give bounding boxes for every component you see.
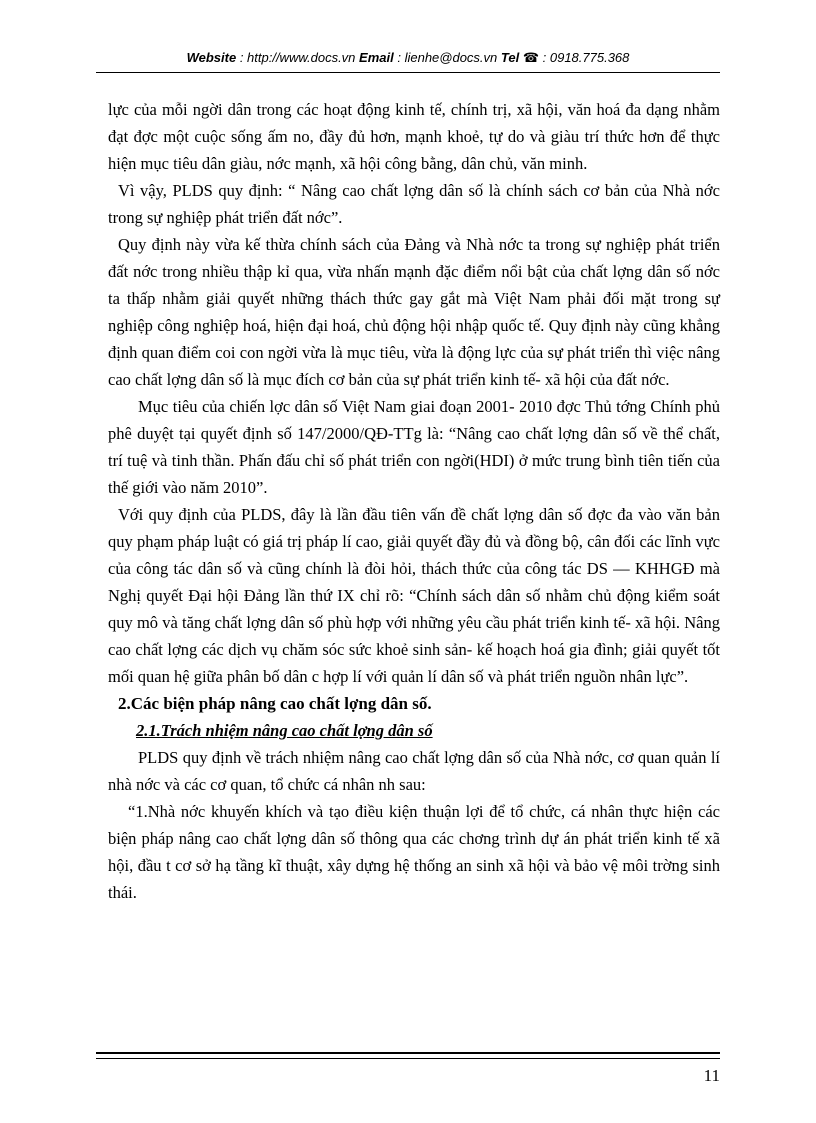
footer-divider: [96, 1052, 720, 1059]
tel-label: Tel: [500, 50, 520, 65]
paragraph-4: Mục tiêu của chiến lợc dân số Việt Nam giai đoạn 2001- 2010 đợc Thủ tớng Chính phủ phê duyệt tại quyết định số 147/2000/QĐ-TTg là: “Nâng cao chất lợng dân số về thể chất, trí tuệ và tinh thần. Phấn đấu chỉ số phát triển con ngời(HDI) ở mức trung bình tiên tiến của thế giới vào năm 2010”.: [108, 397, 720, 497]
email-label: Email: [359, 50, 394, 65]
subsection-heading-2-1: 2.1.Trách nhiệm nâng cao chất lợng dân số: [136, 721, 433, 740]
paragraph-7: “1.Nhà nớc khuyến khích và tạo điều kiện thuận lợi để tổ chức, cá nhân thực hiện các biện pháp nâng cao chất lợng dân số thông qua các chơng trình dự án phát triển kinh tế xã hội, đầu t cơ sở hạ tầng kĩ thuật, xây dựng hệ thống an sinh xã hội và bảo vệ môi trờng sinh thái.: [108, 802, 720, 902]
page-header: [96, 50, 720, 66]
website-value: : http://www.docs.vn: [239, 50, 356, 65]
tel-value: ☎ : 0918.775.368: [522, 50, 630, 65]
email-value: : lienhe@docs.vn: [397, 50, 498, 65]
paragraph-1: lực của mỗi ngời dân trong các hoạt động kinh tế, chính trị, xã hội, văn hoá đa dạng nhằm đạt đợc một cuộc sống ấm no, đầy đủ hơn, mạnh khoẻ, tự do và giàu trí thức hơn để thực hiện mục tiêu dân giàu, nớc mạnh, xã hội công bằng, dân chủ, văn minh.: [108, 100, 720, 173]
section-heading-2: 2.Các biện pháp nâng cao chất lợng dân số.: [118, 694, 432, 713]
paragraph-5: Với quy định của PLDS, đây là lần đầu tiên vấn đề chất lợng dân số đợc đa vào văn bản quy phạm pháp luật có giá trị pháp lí cao, giải quyết đầy đủ và đồng bộ, cân đối các lĩnh vực của công tác dân số và cũng chính là đòi hỏi, thách thức của công tác DS — KHHGĐ mà Nghị quyết Đại hội Đảng lần thứ IX chỉ rõ: “Chính sách dân số nhằm chủ động kiểm soát quy mô và tăng chất lợng dân số phù hợp với những yêu cầu phát triển kinh tế- xã hội. Nâng cao chất lợng các dịch vụ chăm sóc sức khoẻ sinh sản- kế hoạch hoá gia đình; giải quyết tốt mối quan hệ giữa phân bố dân c hợp lí với quản lí dân số và phát triển nguồn nhân lực”.: [108, 505, 720, 686]
paragraph-6: PLDS quy định về trách nhiệm nâng cao chất lợng dân số của Nhà nớc, cơ quan quản lí nhà nớc và các cơ quan, tổ chức cá nhân nh sau:: [108, 748, 720, 794]
document-body: [108, 96, 720, 906]
paragraph-2: Vì vậy, PLDS quy định: “ Nâng cao chất lợng dân số là chính sách cơ bản của Nhà nớc trong sự nghiệp phát triển đất nớc”.: [108, 181, 720, 227]
website-label: Website: [186, 50, 237, 65]
header-divider: [96, 72, 720, 73]
paragraph-3: Quy định này vừa kế thừa chính sách của Đảng và Nhà nớc ta trong sự nghiệp phát triển đất nớc trong nhiều thập kỉ qua, vừa nhấn mạnh đặc điểm nổi bật của chất lợng dân số nớc ta thấp nhằm giải quyết những thách thức gay gắt mà Việt Nam phải đối mặt trong sự nghiệp công nghiệp hoá, hiện đại hoá, chủ động hội nhập quốc tế. Quy định này cũng khẳng định quan điểm coi con ngời vừa là mục tiêu, vừa là động lực của sự phát triển thì việc nâng cao chất lợng dân số là mục đích cơ bản của sự phát triển kinh tế- xã hội của đất nớc.: [108, 235, 720, 389]
page-number: 11: [703, 1066, 720, 1085]
